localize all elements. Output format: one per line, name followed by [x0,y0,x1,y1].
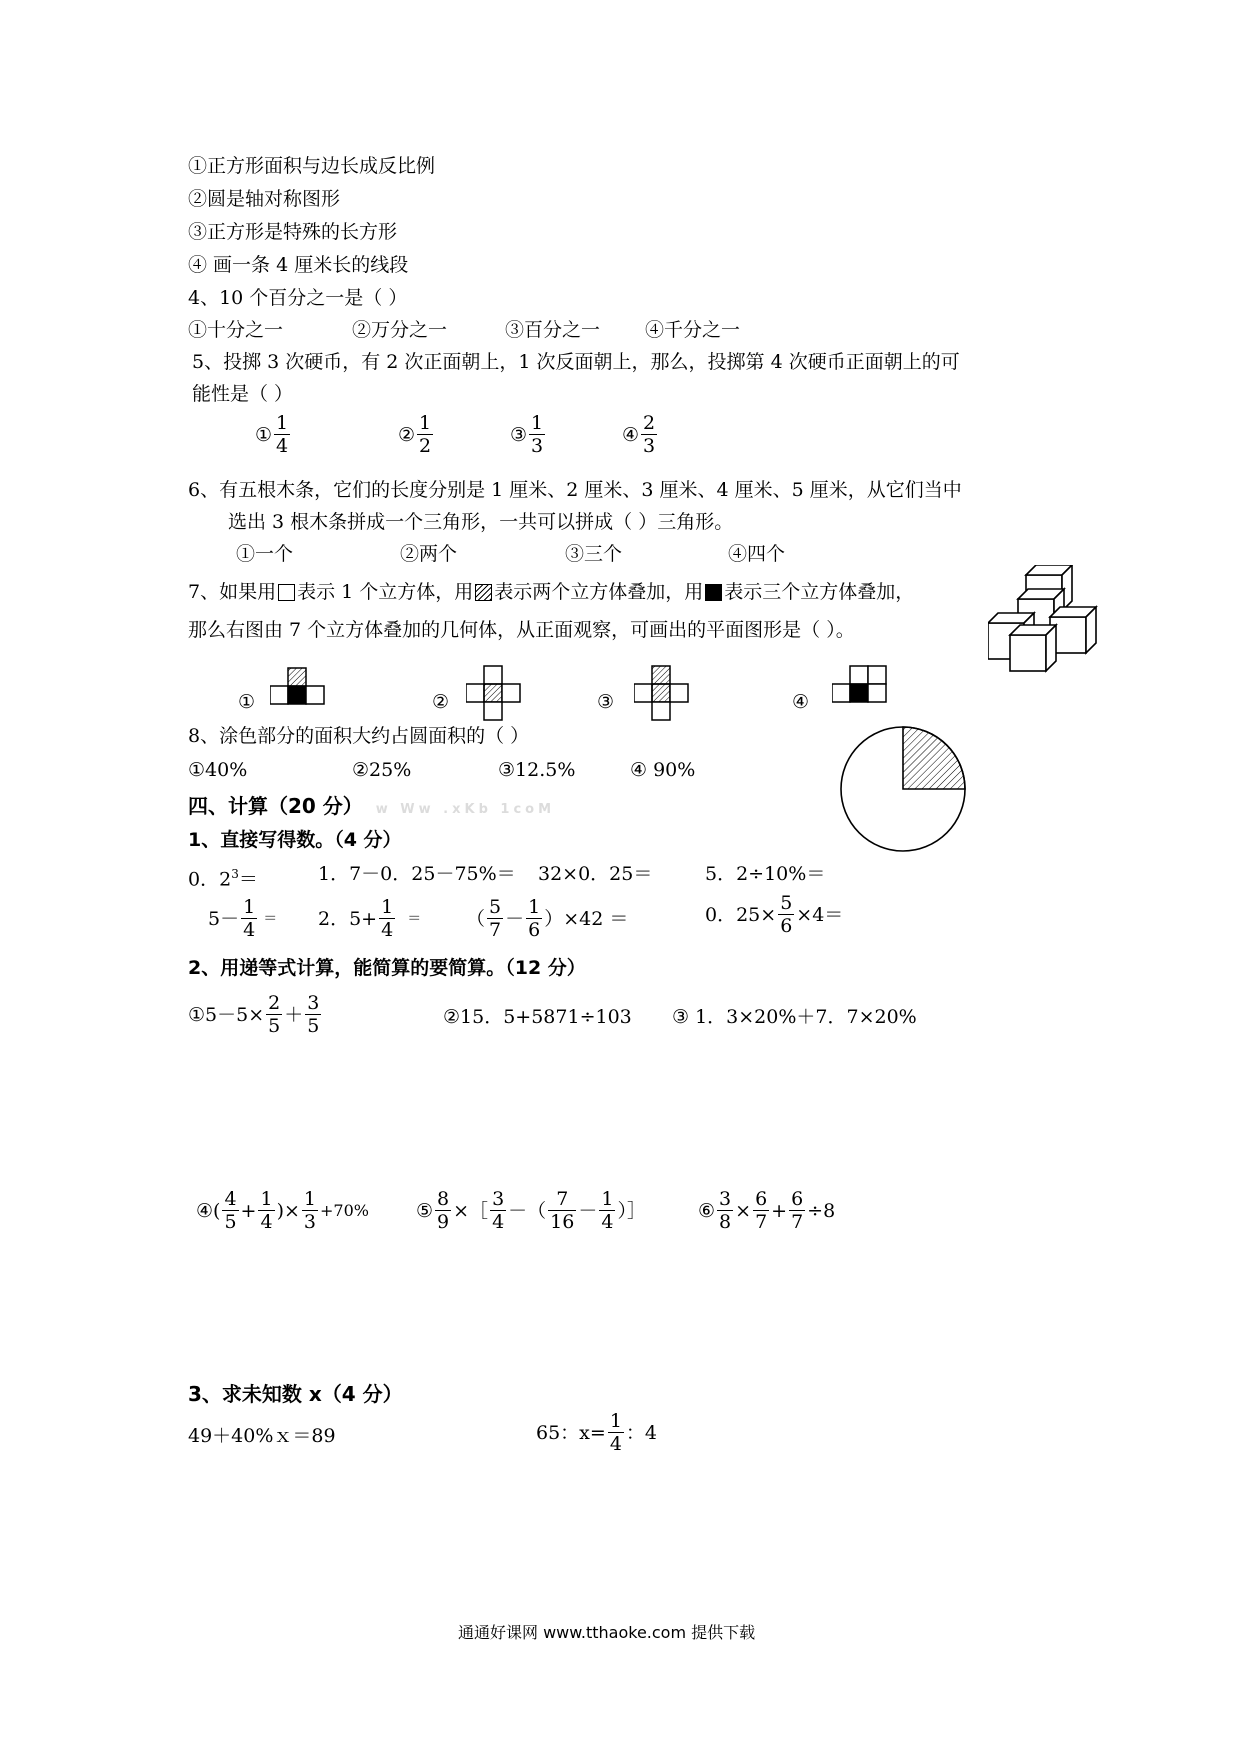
cube-stack-figure [988,565,1108,675]
q4-text: 4、10 个百分之一是（ ） [188,287,408,309]
q7-line1: 7、如果用 表示 1 个立方体，用 表示两个立方体叠加，用 表示三个立方体叠加， [188,581,915,603]
q3-option-3: ③正方形是特殊的长方形 [188,221,398,243]
equation-2: 65：x= $\frac{1}{4}$ ：4 [536,1410,657,1455]
expr-2: ②15．5+5871÷103 [443,1006,632,1028]
shaded-sector [903,727,965,789]
calc-b2: 2．5+ $\frac{1}{4}$ ＝ [318,896,422,941]
shaded-circle-figure [838,724,968,854]
part2-title: 2、用递等式计算，能简算的要简算。（12 分） [188,957,586,979]
calc-a2: 1．7－0．25－75%＝ [318,863,516,885]
q7-option-2-label: ② [432,691,450,713]
filled-square-icon [705,584,722,601]
watermark: w Ww .xKb 1coM [375,802,556,817]
expr-1: ①5－5× $\frac{2}{5}$ ＋ 3 5 [188,992,320,1037]
calc-a1: 0．$2^3=$ [188,867,258,891]
part3-title: 3、求未知数 x（4 分） [188,1382,403,1406]
q7-option-4-label: ④ [792,691,810,713]
q5-option-2: ② 1 2 [398,412,432,457]
calc-a4: 5．2÷10%＝ [705,863,826,885]
q7-line2: 那么右图由 7 个立方体叠加的几何体，从正面观察，可画出的平面图形是（ ）。 [188,619,855,641]
fraction: 2 3 [643,412,656,457]
calc-a3: 32×0．25＝ [538,863,653,885]
q6-option-4: ④四个 [728,543,786,565]
q6-option-3: ③三个 [565,543,623,565]
q7-option-2-figure [466,664,526,724]
part1-title: 1、直接写得数。（4 分） [188,829,402,851]
q6-option-1: ①一个 [236,543,294,565]
q5-line2: 能性是（ ） [192,383,294,405]
q8-option-4: ④ 90% [630,759,696,781]
q5-option-1: ① 1 4 [255,412,289,457]
q6-line1: 6、有五根木条，它们的长度分别是 1 厘米、2 厘米、3 厘米、4 厘米、5 厘米，从它们当中 [188,479,962,501]
q8-option-2: ②25% [352,759,412,781]
fraction: 1 3 [531,412,544,457]
q7-option-3-label: ③ [597,691,615,713]
q7-option-1-label: ① [238,691,256,713]
equation-1: 49＋40%ｘ＝89 [188,1425,336,1447]
fraction: 1 4 [276,412,289,457]
q8-option-1: ①40% [188,759,248,781]
q6-option-2: ②两个 [400,543,458,565]
q7-option-4-figure [832,664,892,706]
q5-line1: 5、投掷 3 次硬币，有 2 次正面朝上，1 次反面朝上，那么，投掷第 4 次硬币正面朝上的可 [192,351,960,373]
q4-option-4: ④千分之一 [645,319,741,341]
empty-square-icon [278,584,295,601]
q4-option-3: ③百分之一 [505,319,601,341]
expr-5: ⑤ $\frac{8}{9}$ ×［ 3 4 －（ 7 16 － 1 4 ）］ [416,1188,646,1233]
calc-b1: 5－ 1 4 ＝ [208,896,278,941]
section-4-title: 四、计算（20 分） w Ww .xKb 1coM [188,794,556,818]
expr-3: ③ 1．3×20%＋7．7×20% [672,1006,917,1028]
q3-option-2: ②圆是轴对称图形 [188,188,341,210]
fraction: 1 2 [419,412,432,457]
q3-option-1: ①正方形面积与边长成反比例 [188,155,436,177]
hatched-square-icon [475,584,492,601]
q8-option-3: ③12.5% [498,759,576,781]
q5-option-4: ④ 2 3 [622,412,656,457]
q6-line2: 选出 3 根木条拼成一个三角形，一共可以拼成（ ）三角形。 [228,511,734,533]
footer: 通通好课网 www.tthaoke.com 提供下载 [458,1623,756,1642]
q3-option-4: ④ 画一条 4 厘米长的线段 [188,254,409,276]
q7-option-1-figure [270,666,330,708]
expr-6: ⑥ $\frac{3}{8}$ × $\frac{6}{7}$ + $\frac{6}{7}$ ÷8 [698,1188,836,1233]
calc-b4: 0．25× $\frac{5}{6}$ ×4＝ [705,892,844,937]
q4-option-2: ②万分之一 [352,319,448,341]
q5-option-3: ③ 1 3 [510,412,544,457]
calc-b3: （ 5 7 － 1 6 ）×42 ＝ [466,896,629,941]
q8-text: 8、涂色部分的面积大约占圆面积的（ ） [188,725,530,747]
q7-option-3-figure [634,664,694,724]
q4-option-1: ①十分之一 [188,319,284,341]
expr-4: ④( 4 5 + $\frac{1}{4}$ )× $\frac{1}{3}$ +70% [196,1188,369,1233]
